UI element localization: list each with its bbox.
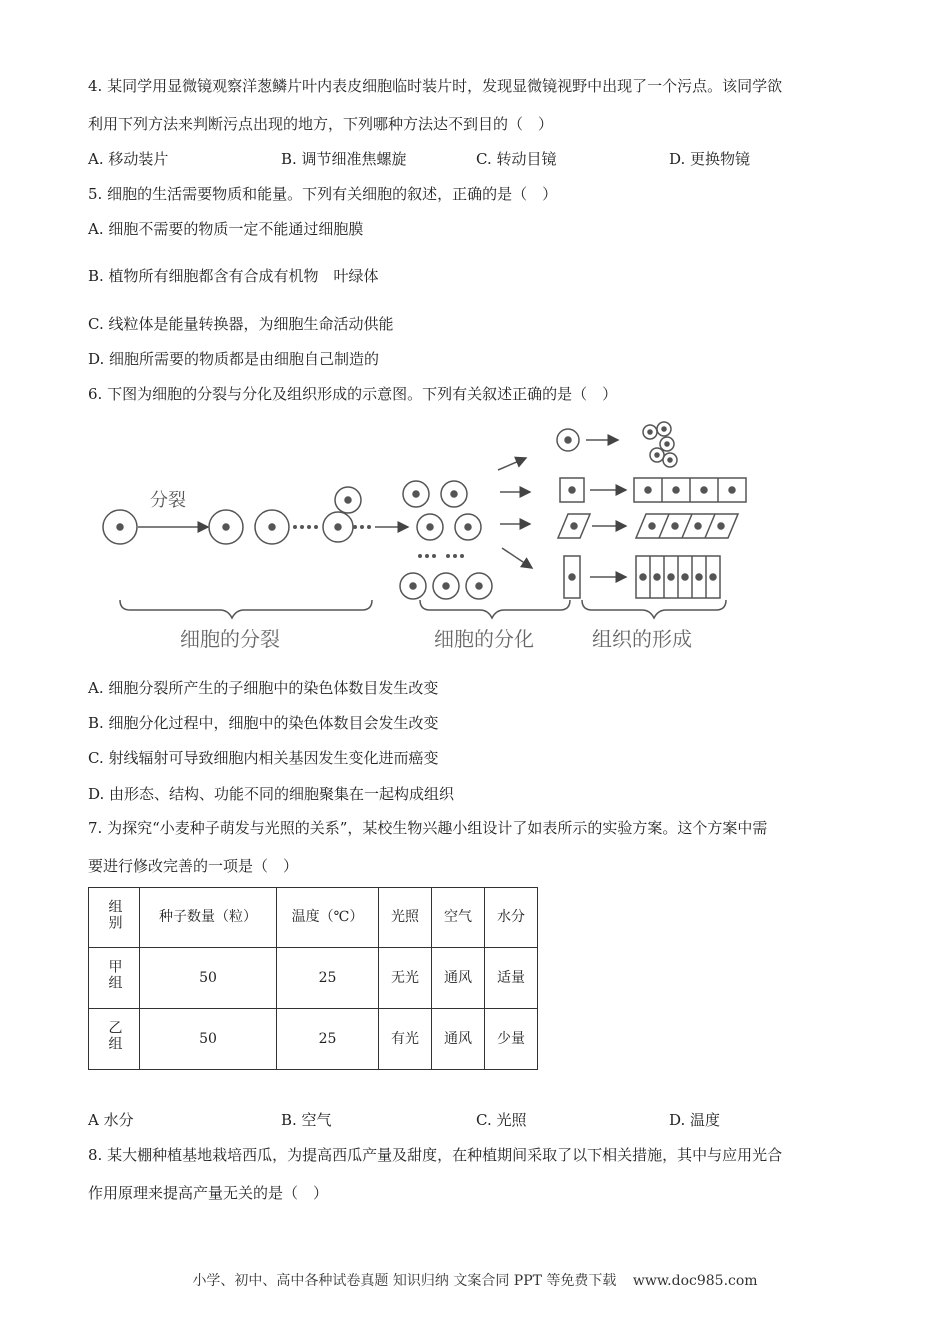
q6-option-c: C. 射线辐射可导致细胞内相关基因发生变化进而癌变 bbox=[88, 749, 439, 767]
table-header-cell: 组别 bbox=[106, 898, 123, 931]
cell-circle bbox=[335, 487, 361, 513]
q6-option-a: A. 细胞分裂所产生的子细胞中的染色体数目发生改变 bbox=[88, 679, 439, 697]
ellipsis-dots bbox=[293, 525, 371, 529]
flow-arrow bbox=[502, 548, 532, 568]
divide-label: 分裂 bbox=[150, 490, 186, 511]
q5-option-d: D. 细胞所需要的物质都是由细胞自己制造的 bbox=[88, 350, 380, 368]
table-cell: 有光 bbox=[379, 1009, 432, 1070]
cell-circle bbox=[441, 481, 467, 507]
cell-circle bbox=[557, 429, 579, 451]
label-cell-division: 细胞的分裂 bbox=[180, 627, 280, 651]
cell-circle bbox=[255, 510, 289, 544]
table-header-cell: 光照 bbox=[379, 888, 432, 948]
brace-differentiation bbox=[420, 600, 570, 618]
table-cell: 25 bbox=[277, 1009, 379, 1070]
table-cell: 无光 bbox=[379, 948, 432, 1009]
table-header-cell: 空气 bbox=[432, 888, 485, 948]
square-cell-tissue bbox=[634, 478, 746, 502]
q4-option-d: D. 更换物镜 bbox=[669, 150, 751, 168]
table-cell: 通风 bbox=[432, 1009, 485, 1070]
q4-stem-line1: 4. 某同学用显微镜观察洋葱鳞片叶内表皮细胞临时装片时，发现显微镜视野中出现了一个污点。该同学欲 bbox=[88, 77, 783, 95]
table-cell: 甲组 bbox=[106, 959, 123, 991]
q8-stem-line2: 作用原理来提高产量无关的是（ ） bbox=[88, 1184, 329, 1202]
cell-division-diagram bbox=[90, 420, 760, 660]
table-cell: 50 bbox=[140, 948, 277, 1009]
cell-circle bbox=[403, 481, 429, 507]
table-header-row bbox=[89, 888, 538, 948]
table-cell: 适量 bbox=[485, 948, 538, 1009]
cell-circle bbox=[209, 510, 243, 544]
q5-option-c: C. 线粒体是能量转换器，为细胞生命活动供能 bbox=[88, 315, 394, 333]
brace-tissue bbox=[582, 600, 726, 618]
square-cell bbox=[560, 478, 584, 502]
ellipsis-dots bbox=[418, 554, 464, 558]
q5-option-b: B. 植物所有细胞都含有合成有机物 叶绿体 bbox=[88, 267, 379, 285]
footer-link[interactable]: www.doc985.com bbox=[632, 1273, 758, 1289]
cell-circle bbox=[103, 510, 137, 544]
q4-option-a: A. 移动装片 bbox=[88, 150, 169, 168]
parallelogram-cell-tissue bbox=[636, 514, 738, 538]
label-tissue-formation: 组织的形成 bbox=[592, 627, 692, 651]
q4-option-b: B. 调节细准焦螺旋 bbox=[281, 150, 407, 168]
q7-option-b: B. 空气 bbox=[281, 1111, 332, 1129]
q7-stem-line2: 要进行修改完善的一项是（ ） bbox=[88, 857, 299, 875]
q8-stem-line1: 8. 某大棚种植基地栽培西瓜，为提高西瓜产量及甜度，在种植期间采取了以下相关措施，其中与应用光合 bbox=[88, 1146, 783, 1164]
table-header-cell: 水分 bbox=[485, 888, 538, 948]
table-cell: 乙组 bbox=[106, 1020, 123, 1052]
experiment-table bbox=[88, 887, 538, 1070]
q4-option-c: C. 转动目镜 bbox=[476, 150, 557, 168]
rectangle-cell-tissue bbox=[636, 556, 720, 598]
brace-division bbox=[120, 600, 372, 618]
rectangle-cell bbox=[564, 556, 580, 598]
table-header-cell: 种子数量（粒） bbox=[140, 888, 277, 948]
cell-circle bbox=[400, 573, 426, 599]
label-cell-differentiation: 细胞的分化 bbox=[434, 627, 534, 651]
cell-circle bbox=[455, 514, 481, 540]
cell-circle bbox=[466, 573, 492, 599]
q5-option-a: A. 细胞不需要的物质一定不能通过细胞膜 bbox=[88, 220, 364, 238]
q4-stem-line2: 利用下列方法来判断污点出现的地方，下列哪种方法达不到目的（ ） bbox=[88, 115, 554, 133]
footer-text: 小学、初中、高中各种试卷真题 知识归纳 文案合同 PPT 等免费下载 bbox=[192, 1273, 617, 1289]
round-cell-cluster bbox=[643, 422, 677, 467]
cell-circle bbox=[417, 514, 443, 540]
table-row bbox=[89, 1009, 538, 1070]
q6-stem: 6. 下图为细胞的分裂与分化及组织形成的示意图。下列有关叙述正确的是（ ） bbox=[88, 385, 618, 403]
table-cell: 通风 bbox=[432, 948, 485, 1009]
table-cell: 25 bbox=[277, 948, 379, 1009]
q6-option-b: B. 细胞分化过程中，细胞中的染色体数目会发生改变 bbox=[88, 714, 439, 732]
q5-stem: 5. 细胞的生活需要物质和能量。下列有关细胞的叙述，正确的是（ ） bbox=[88, 185, 558, 203]
cell-circle bbox=[433, 573, 459, 599]
q7-option-a: A 水分 bbox=[88, 1111, 134, 1129]
q7-option-c: C. 光照 bbox=[476, 1111, 527, 1129]
q7-stem-line1: 7. 为探究“小麦种子萌发与光照的关系”，某校生物兴趣小组设计了如表所示的实验方案。这个方案中需 bbox=[88, 819, 768, 837]
parallelogram-cell bbox=[558, 514, 590, 538]
cell-circle bbox=[323, 512, 353, 542]
table-header-cell: 温度（℃） bbox=[277, 888, 379, 948]
table-row bbox=[89, 948, 538, 1009]
table-cell: 少量 bbox=[485, 1009, 538, 1070]
table-cell: 50 bbox=[140, 1009, 277, 1070]
q6-option-d: D. 由形态、结构、功能不同的细胞聚集在一起构成组织 bbox=[88, 785, 455, 803]
page-footer bbox=[0, 1270, 950, 1290]
q7-option-d: D. 温度 bbox=[669, 1111, 721, 1129]
flow-arrow bbox=[498, 458, 526, 470]
